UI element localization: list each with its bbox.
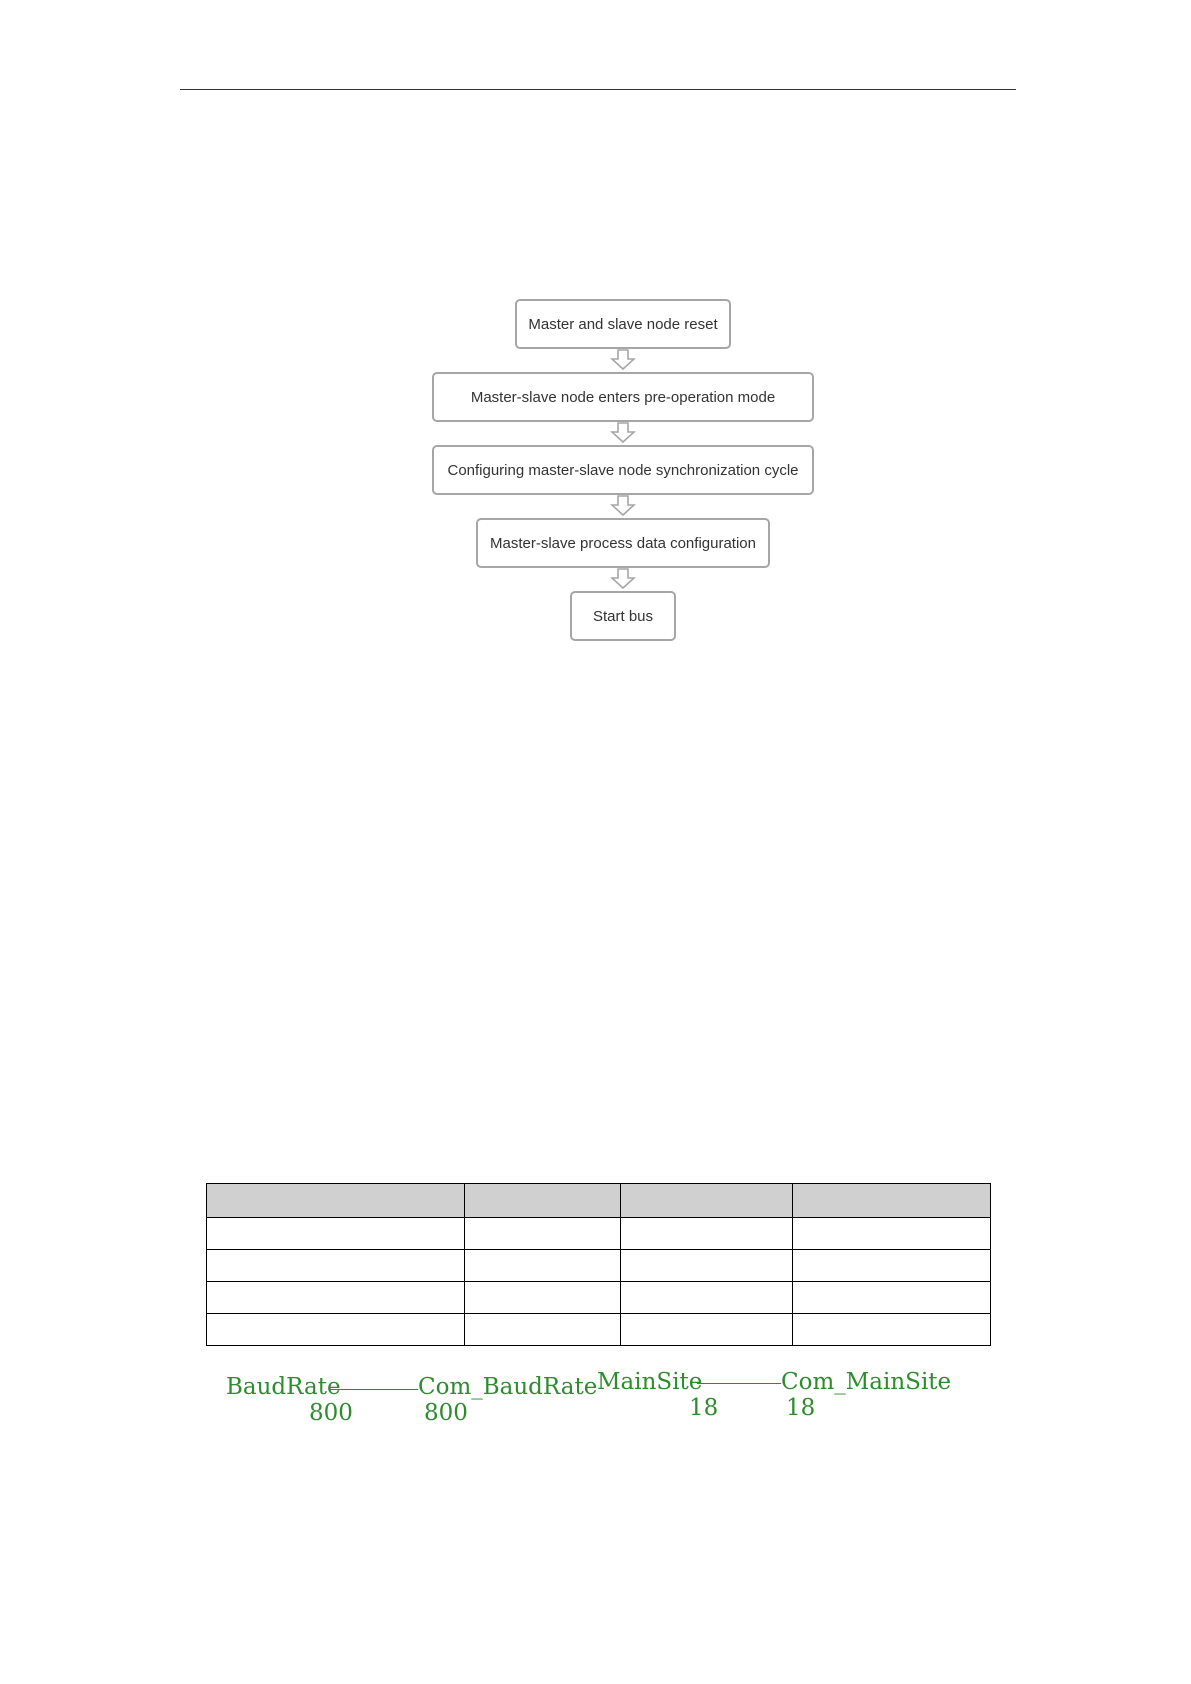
table-cell: [793, 1250, 991, 1282]
table-row: [207, 1218, 991, 1250]
flow-step-label: Configuring master-slave node synchronization cycle: [447, 461, 799, 479]
flow-step-sync-cycle: [432, 445, 814, 495]
annotation-target-label: Com_MainSite: [781, 1369, 952, 1395]
flow-step-pre-operation: [432, 372, 814, 422]
annotation-connector-line: [330, 1389, 418, 1390]
table-cell: [621, 1314, 793, 1346]
table-cell: [621, 1218, 793, 1250]
annotation-target-value: 800: [424, 1400, 468, 1426]
annotation-source-label: MainSite: [597, 1369, 703, 1395]
table-cell: [207, 1218, 465, 1250]
flow-step-label: Master and slave node reset: [528, 315, 718, 333]
down-arrow-icon: [610, 568, 636, 590]
table-cell: [207, 1314, 465, 1346]
table-cell: [793, 1314, 991, 1346]
flow-step-process-data: [476, 518, 770, 568]
parameter-table: [206, 1183, 991, 1346]
flow-step-label: Master-slave node enters pre-operation mode: [470, 388, 776, 406]
table-cell: [621, 1250, 793, 1282]
annotation-target-label: Com_BaudRate: [418, 1374, 598, 1400]
down-arrow-icon: [610, 495, 636, 517]
table-cell: [207, 1250, 465, 1282]
table-row: [207, 1314, 991, 1346]
annotation-target-value: 18: [786, 1395, 816, 1421]
table-cell: [465, 1250, 621, 1282]
table-header-cell: [793, 1184, 991, 1218]
table-cell: [465, 1218, 621, 1250]
annotation-source-value: 18: [689, 1395, 719, 1421]
table-header-row: [207, 1184, 991, 1218]
table-cell: [465, 1314, 621, 1346]
down-arrow-icon: [610, 349, 636, 371]
flow-step-label: Master-slave process data configuration: [490, 534, 756, 552]
annotation-connector-line: [697, 1383, 781, 1384]
table-cell: [207, 1282, 465, 1314]
table-row: [207, 1250, 991, 1282]
down-arrow-icon: [610, 422, 636, 444]
table-cell: [793, 1218, 991, 1250]
flow-step-reset: [515, 299, 731, 349]
table-cell: [621, 1282, 793, 1314]
annotation-source-value: 800: [309, 1400, 353, 1426]
table-row: [207, 1282, 991, 1314]
annotation-source-label: BaudRate: [226, 1374, 341, 1400]
flow-step-label: Start bus: [592, 607, 654, 625]
table-header-cell: [621, 1184, 793, 1218]
flow-step-start-bus: [570, 591, 676, 641]
table-header-cell: [465, 1184, 621, 1218]
table-cell: [465, 1282, 621, 1314]
header-rule: [180, 89, 1016, 90]
table-cell: [793, 1282, 991, 1314]
table-header-cell: [207, 1184, 465, 1218]
